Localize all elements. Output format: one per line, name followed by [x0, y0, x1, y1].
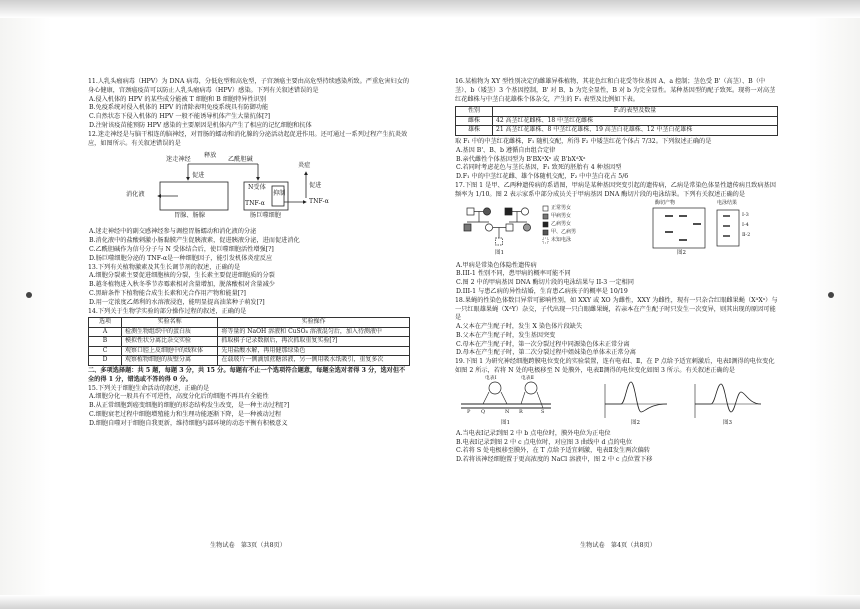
table-cell: 21 高茎红花雄株、8 中茎红花雄株、19 高茎白花雄株、12 中茎白花雄株 [493, 126, 778, 136]
gel-lane-mark: Ⅰ-3 [742, 211, 749, 218]
question-15-stem: 15.下列关于细胞生命活动的叙述，正确的是 [88, 384, 210, 392]
option: B.III-1 性别不同，患甲病的概率可能不同 [456, 270, 571, 278]
option: A.父本在产生配子时，发生 X 染色体片段缺失 [456, 323, 583, 331]
vagus-nerve-diagram [88, 150, 410, 226]
table-cell: 观察口腔上皮细胞中的线粒体 [122, 346, 218, 356]
table-cell: 雄株 [456, 126, 493, 136]
point-label: P [467, 408, 471, 415]
option: A.迷走神经中的副交感神经参与调控胃肠蠕动和消化液的分泌 [89, 228, 257, 236]
table-cell: 检测生物组织中的蛋白质 [122, 327, 218, 337]
option: C.母本在产生配子时，第一次分裂过程中同源染色体未正常分离 [456, 340, 630, 348]
diagram-label-promote: 促进 [309, 182, 322, 190]
table-cell: A [89, 327, 122, 337]
table-cell: 先用盐酸水解，再用健那绿染色 [218, 346, 410, 356]
table-row [89, 356, 410, 366]
table-row [456, 116, 778, 126]
point-label: N [505, 408, 510, 415]
table-header: 实验操作 [218, 318, 410, 328]
legend-label: 未知电泳 [551, 236, 572, 243]
page-footer: 生物试卷 第4页（共8页） [580, 542, 656, 549]
option: A.当电表Ⅰ记录到图 2 中 b 点电位时，膜外电位为正电位 [456, 429, 611, 437]
figure-caption: 图1 [495, 249, 504, 256]
binding-hole [26, 292, 32, 298]
question-17-stem: 17.下图 1 是甲、乙两种遗传病的系谱图，甲病是某种基因突变引起的遗传病，乙病是常染色体显性遗传病且致病基因频率为 1/10。图 2 表示家系中部分成员关于甲病基因 DNA 酶切片段的电泳结果。下列有关叙述正确的是 [455, 181, 776, 198]
diagram-label-gut: 胃腺、肠腺 [174, 212, 205, 220]
option: C.若将 S 处电极移至膜外，在 T 点给予适宜刺激，电表Ⅱ发生两次偏转 [456, 447, 650, 455]
table-cell: 雌株 [456, 116, 493, 126]
option: D.若将该神经细胞置于更高浓度的 NaCl 溶液中，图 2 中 c 点位置下移 [456, 456, 653, 464]
table-header: 性别 [456, 107, 493, 117]
option: A.基因 B'、B、b 遵循自由组合定律 [456, 146, 556, 154]
gel-lane-mark: Ⅱ-2 [742, 231, 751, 238]
table-row [89, 346, 410, 356]
question-19-stem: 19.下图 1 为研究神经细胞跨膜电位变化的实验装置，连有电表Ⅰ、Ⅱ，在 P 点给予适宜刺激后，电表Ⅰ测得的电位变化如图 2 所示，若将 N 处的电极移至 N 处膜外，电表Ⅱ测得的电位变化如图 3 所示。有关叙述正确的是 [455, 358, 775, 375]
table-header: F₁的表型及数量 [493, 107, 778, 117]
option: C.若同时考虑花色与茎长基因，F₁ 致死的胚胎有 4 种基因型 [456, 164, 622, 172]
diagram-label-vagus: 迷走神经 [166, 156, 191, 164]
option: A.甲病是常染色体隐性遗传病 [456, 261, 537, 269]
figure-caption: 图1 [501, 419, 510, 426]
gel-label: 电泳结果 [717, 199, 738, 206]
diagram-label-tnf: TNF-α [309, 198, 329, 206]
table-cell: D [89, 356, 122, 366]
option: B.父本在产生配子时，发生基因突变 [456, 331, 556, 339]
option: D.用一定浓度乙烯利的水溶液浸泡，能明显提高油菜种子萌发[?] [89, 298, 265, 306]
experiment-table [88, 317, 410, 366]
diagram-label-macrophage: 肠巨噬细胞 [250, 212, 281, 220]
table-header: 选项 [89, 318, 122, 328]
table-cell: 在载玻片一侧滴加蔗糖溶液，另一侧用吸水纸吸引，重复多次 [218, 356, 410, 366]
option: A.细胞分化一般具有不可逆性，高度分化后的细胞不再具有全能性 [89, 393, 269, 401]
option: D.F₁ 中的中茎红花雌、雄个体随机交配，F₂ 中中茎白花占 5/6 [456, 173, 629, 181]
option: C.图 2 中的甲病基因 DNA 酶切片段的电泳结果与 II-3 一定相同 [456, 279, 634, 287]
diagram-label-release: 释放 [204, 152, 217, 160]
option: D.注射该疫苗能预防 HPV 感染的主要原因是机体内产生了相应的记忆细胞和抗体 [89, 121, 312, 129]
table-row [456, 126, 778, 136]
option: C.乙酰胆碱作为信号分子与 N 受体结合后，使巨噬细胞活性增强[?] [89, 245, 274, 253]
question-16-stem: 16.某植物为 XY 型性别决定的雌雄异株植物，其花色红和白花受等位基因 A、a 控制；茎色受 B'（高茎）、B（中茎）、b（矮茎）3 个基因控制，B' 对 B、b 为完全显性，B 对 b 为完全显性。某种基因型的配子致死。现将一对高茎红花雌株与中茎白花雄株个体杂交，产生的 F₁ 表型及比例如下表。 [455, 78, 776, 103]
figure-caption: 图2 [677, 249, 686, 256]
f1-phenotype-table [455, 106, 778, 136]
question-14-stem: 14.下列关于生物学实验的部分操作过程的叙述，正确的是 [88, 307, 247, 315]
option: B.越冬植物进入秋冬季节赤霉素相对含量增加，脱落酸相对含量减少 [89, 281, 275, 289]
option: B.免疫系统对侵入机体的 HPV 的清除表明免疫系统具有防御功能 [89, 104, 269, 112]
table-cell: C [89, 346, 122, 356]
question-13-stem: 13.下列有关植物激素及其生长调节剂的叙述，正确的是 [88, 263, 241, 271]
legend-label: 正常男女 [551, 204, 572, 211]
diagram-label-n-receptor: N受体 [248, 184, 266, 192]
gel-header: 酶切产物 [655, 199, 676, 206]
legend-label: 甲病男女 [551, 212, 572, 219]
pedigree-and-gel-figure [455, 199, 778, 260]
page-3 [88, 78, 410, 429]
figure-caption: 图3 [723, 419, 732, 426]
question-11-stem: 11.人乳头瘤病毒（HPV）为 DNA 病毒，分低危型和高危型，子宫颈癌主要由高危型持续感染所致。严重危害妇女的身心健康，宫颈癌疫苗可以防止人乳头瘤病毒（HPV）感染。下列有关叙述错误的是 [88, 78, 410, 94]
legend-label: 甲、乙病男 [551, 228, 577, 235]
table-cell: 42 高茎红花雌株、18 中茎红花雌株 [493, 116, 778, 126]
scan-top-edge [0, 0, 860, 18]
question-12-stem: 12.迷走神经是与脑干相连的脑神经，对胃肠的蠕动和消化腺的分泌活动起促进作用。还可通过一系列过程产生抗炎效应，如图所示。有关叙述错误的是 [88, 130, 408, 147]
diagram-label-digest: 消化液 [126, 191, 145, 199]
page-footer: 生物试卷 第3页（共8页） [210, 542, 286, 549]
option: B.从正常细胞到癌变细胞的细胞的形态结构发生改变，是一种主动过程[?] [89, 402, 290, 410]
point-label: Q [481, 408, 486, 415]
nerve-potential-figure [455, 375, 778, 428]
diagram-label-tnf: TNF-α [245, 200, 265, 208]
option: A.侵入机体的 HPV 的某些成分能被 T 细胞和 B 细胞特异性识别 [89, 95, 267, 103]
option: D.III-1 与患乙病的异性结婚，生育患乙病孩子的概率是 10/19 [456, 287, 628, 295]
table-cell: 观察植物细胞的质壁分离 [122, 356, 218, 366]
diagram-label-inhibit: 抑制 [273, 190, 286, 198]
option: A.细胞分裂素主要促进细胞核的分裂，生长素主要促进细胞质的分裂 [89, 272, 275, 280]
option: C.细胞衰老过程中细胞增殖能力和生理功能逐渐下降，是一种被动过程 [89, 410, 282, 418]
page-4 [455, 78, 778, 465]
meter-label: 电表Ⅱ [521, 375, 534, 381]
table-cell: 模拟性状分离比杂交实验 [122, 337, 218, 347]
option: B.亲代雌性个体基因型为 B'BXᴬXᵃ 或 B'bXᴬXᵃ [456, 155, 586, 163]
section-heading: 二、多项选择题：共 5 题，每题 3 分，共 15 分。每题有不止一个选项符合题意，每题全选对者得 3 分，选对但不全的得 1 分，错选或不答的得 0 分。 [88, 366, 406, 383]
point-label: S [541, 408, 545, 415]
legend-label: 乙病男女 [551, 220, 572, 227]
option: D.细胞自噬对于细胞自我更新，维持细胞内部环境的动态平衡有积极意义 [89, 419, 288, 427]
question-18-stem: 18.果蝇的性染色体数目异常可影响性别，如 XXY 或 XO 为雌性，XXY 为雌性，现有一只杂合红眼雌果蝇（XᴬXᵃ）与一只红眼雄果蝇（XᴬY）杂交，子代出现一只白眼雌果蝇，若亲本在产生配子时只发生一次变异，则其出现的原因可能是 [455, 296, 778, 322]
diagram-label-ach: 乙酰胆碱 [228, 156, 253, 164]
table-cell: 将等量的 NaOH 溶液和 CuSO₄ 溶液混匀后，加入待测液中 [218, 327, 410, 337]
table-row [89, 337, 410, 347]
diagram-label-promote: 促进 [192, 172, 205, 180]
figure-caption: 图2 [631, 419, 640, 426]
option: D.肠巨噬细胞分泌的 TNF-α是一种细胞因子，能引发机体炎症反应 [89, 254, 273, 262]
option: D.母本在产生配子时，第二次分裂过程中姐妹染色单体未正常分离 [456, 349, 636, 357]
scan-bottom-edge [0, 595, 860, 609]
table-header: 实验名称 [122, 318, 218, 328]
table-cell: B [89, 337, 122, 347]
diagram-label-inflammation: 炎症 [298, 162, 311, 170]
meter-label: 电表Ⅰ [485, 375, 497, 381]
option: C.自然状态下侵入机体的 HPV 一般不能诱导机体产生大量抗体[?] [89, 113, 271, 121]
option: B.电表Ⅰ记录到图 2 中 c 点电位时，对应图 3 曲线中 d 点的电位 [456, 438, 633, 446]
table-cell: 抓取棋子记录数据后，再次抓取重复实验[?] [218, 337, 410, 347]
option: C.黑暗条件下植物能合成生长素和光合作用产物和能量[?] [89, 289, 246, 297]
point-label: R [519, 408, 523, 415]
table-row [89, 327, 410, 337]
gel-lane-mark: Ⅰ-4 [742, 221, 749, 228]
option: B.消化液中的盐酸刺激小肠黏膜产生促胰液素，促进胰液分泌，进而促进消化 [89, 237, 300, 245]
binding-hole [828, 292, 834, 298]
question-16-note: 取 F₁ 中的中茎红花雌株，F₁ 随机交配，所得 F₂ 中矮茎红花个体占 7/32。下列叙述正确的是 [455, 137, 712, 145]
